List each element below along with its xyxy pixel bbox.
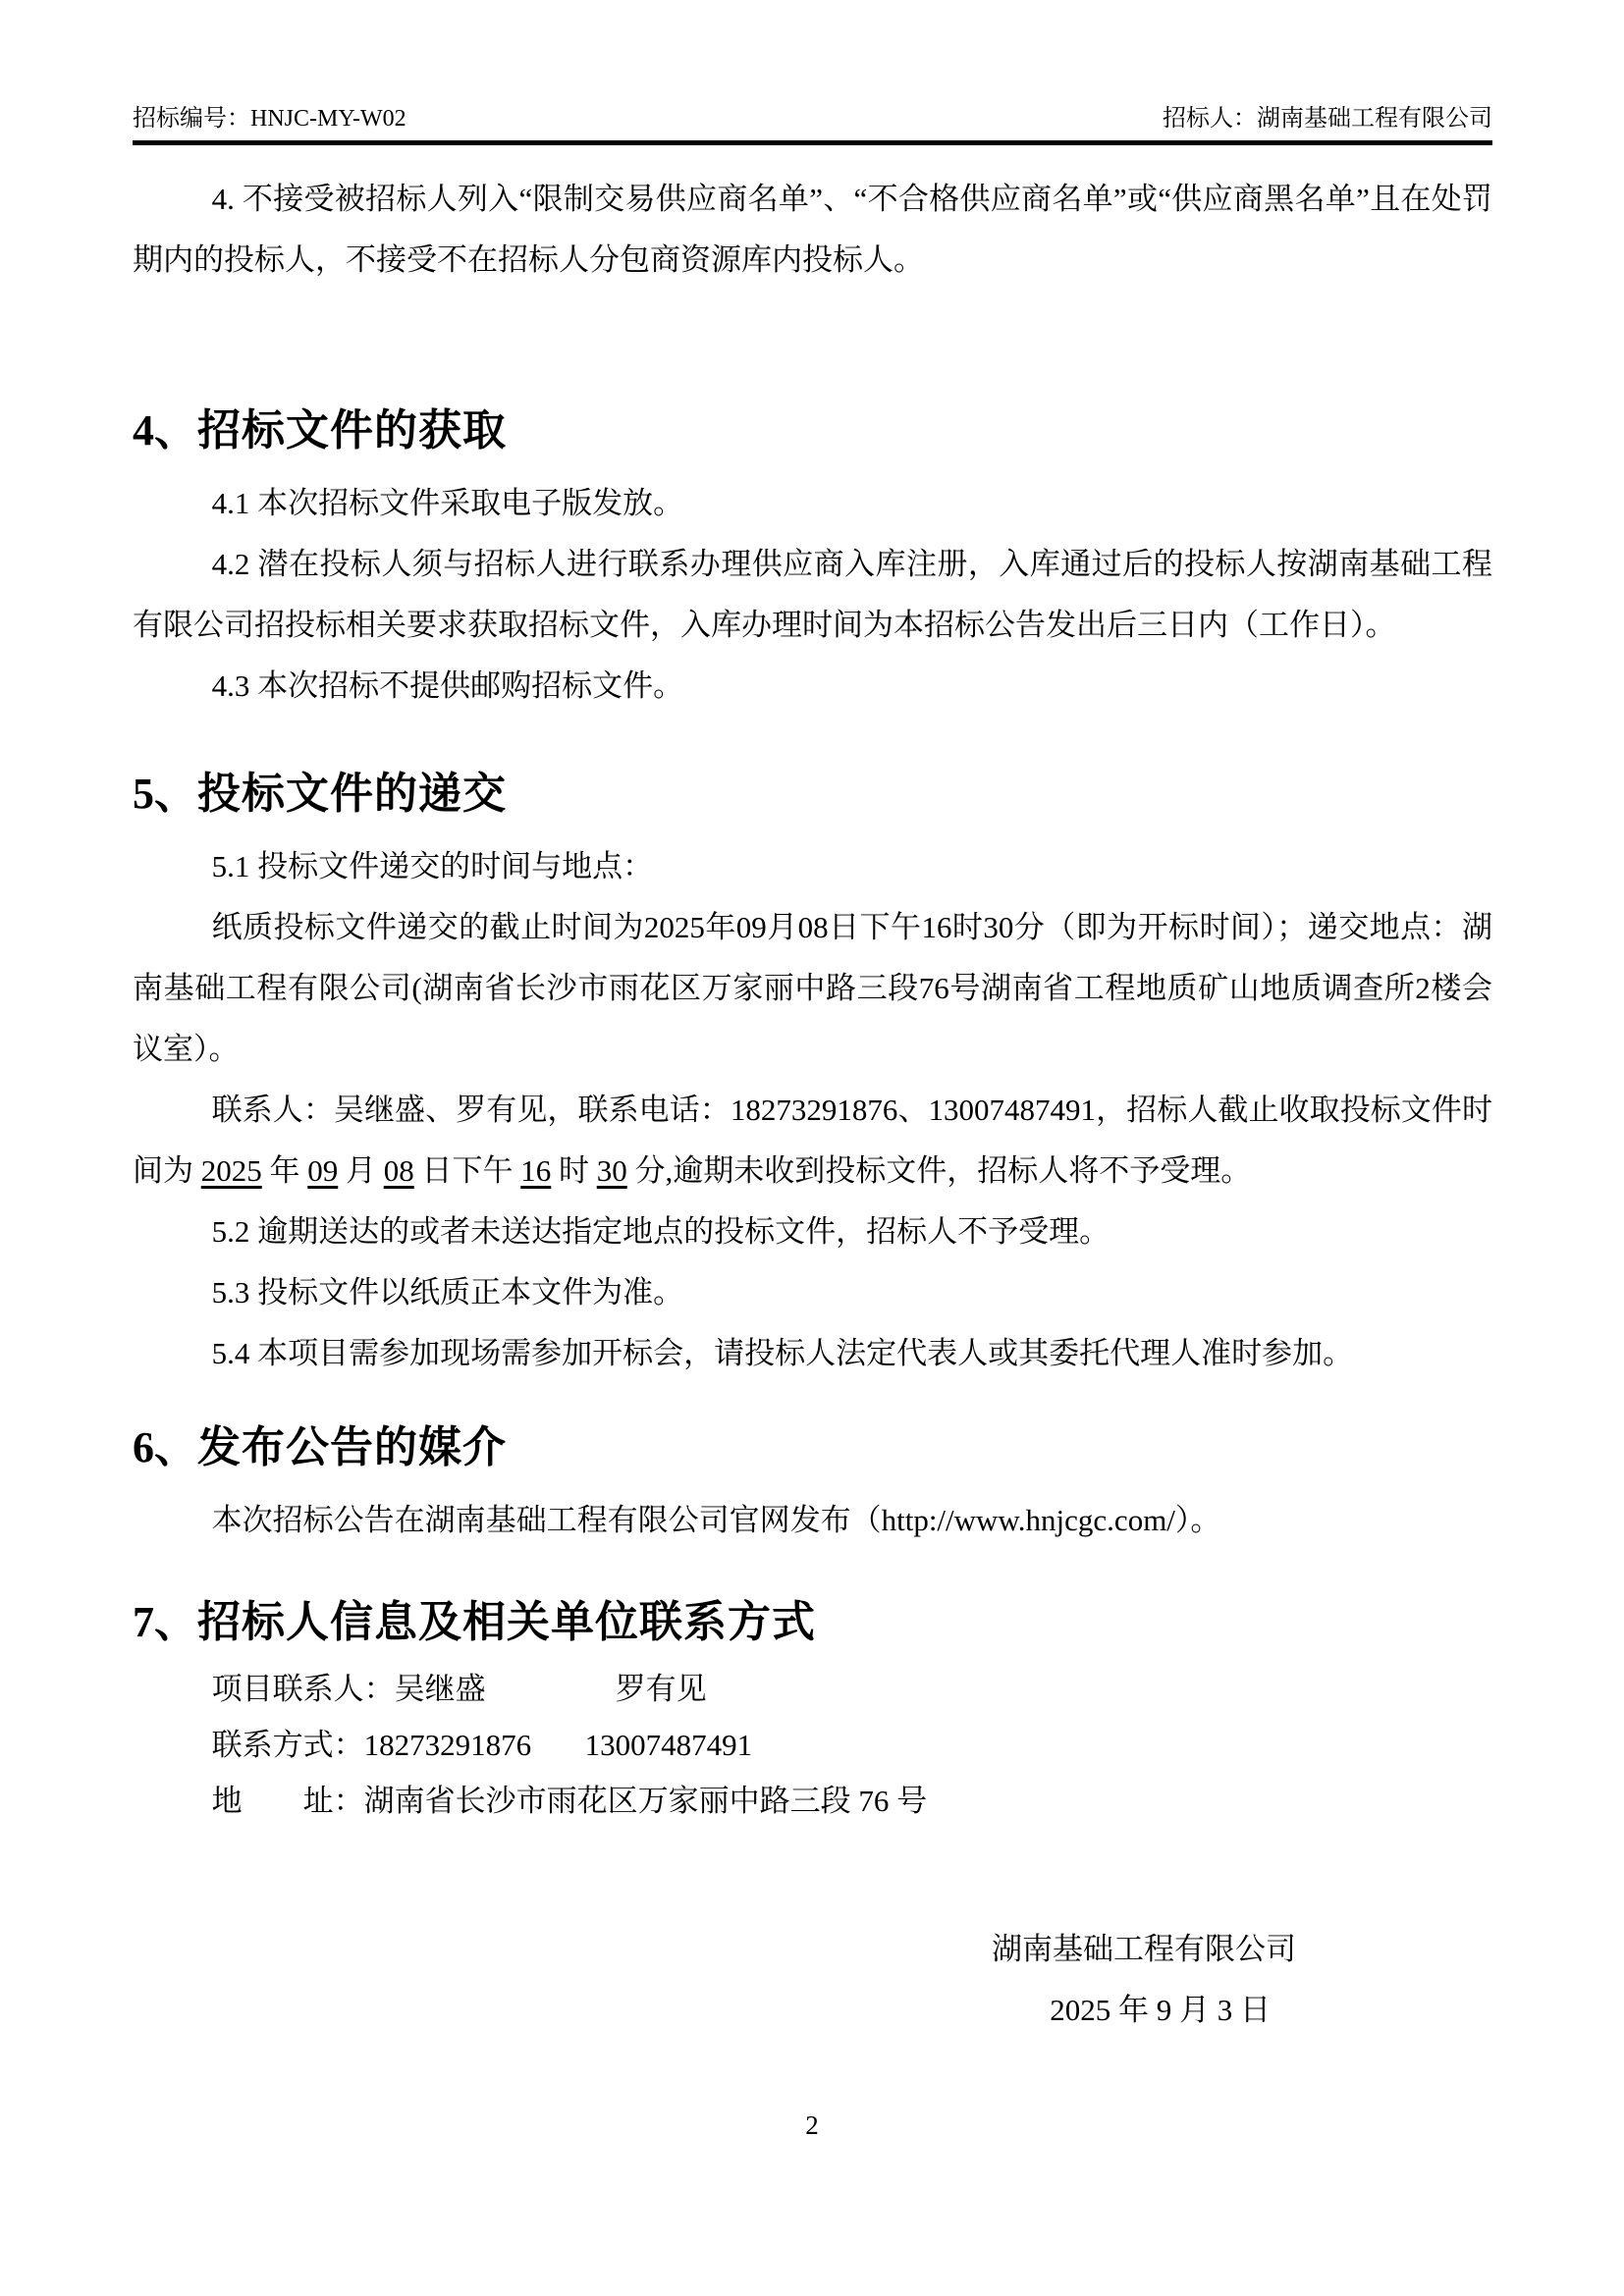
contact-persons-label: 项目联系人：: [211, 1672, 395, 1706]
contact-person-2: 罗有见: [615, 1672, 707, 1706]
page-number: 2: [805, 2110, 819, 2140]
section4-paragraph-3: 4.3 本次招标不提供邮购招标文件。: [211, 668, 684, 703]
text-segment: 联系人：吴继盛、罗有见，联系电话：18273291876、13007487491，招标人截止收取投标文件时间为: [133, 1093, 1492, 1188]
text-segment: 年: [261, 1153, 308, 1188]
signature-company: 湖南基础工程有限公司: [992, 1932, 1296, 1966]
contact-address-value: 湖南省长沙市雨花区万家丽中路三段 76 号: [363, 1784, 928, 1818]
underlined-date-segment: 16: [520, 1153, 552, 1188]
section5-title: 投标文件的递交: [197, 770, 507, 818]
section5-number: 5、: [133, 770, 197, 818]
underlined-date-segment: 30: [596, 1153, 627, 1188]
text-segment: 时: [551, 1153, 597, 1188]
section5-paragraph-1: 5.1 投标文件递交的时间与地点：: [211, 849, 654, 883]
signature-block: [133, 1919, 1492, 2041]
intro-clause-paragraph: 4. 不接受被招标人列入“限制交易供应商名单”、“不合格供应商名单”或“供应商黑名单”且在处罚期内的投标人，不接受不在招标人分包商资源库内投标人。: [133, 182, 1492, 277]
section6-number: 6、: [133, 1423, 197, 1471]
section5-paragraph-6: 5.4 本项目需参加现场需参加开标会，请投标人法定代表人或其委托代理人准时参加。: [211, 1336, 1354, 1370]
section7-number: 7、: [133, 1598, 197, 1646]
text-segment: 分,逾期未收到投标文件，招标人将不予受理。: [626, 1153, 1252, 1188]
underlined-date-segment: 08: [383, 1153, 414, 1188]
section7-heading: [133, 1598, 1492, 1647]
header-tenderer-name: 招标人：湖南基础工程有限公司: [1163, 106, 1492, 132]
contact-address-label: 地 址：: [211, 1784, 364, 1818]
underlined-date-segment: 09: [307, 1153, 339, 1188]
section6-heading: [133, 1423, 1492, 1472]
section5-paragraph-5: 5.3 投标文件以纸质正本文件为准。: [211, 1275, 684, 1309]
section4-paragraph-2: 4.2 潜在投标人须与招标人进行联系办理供应商入库注册，入库通过后的投标人按湖南基础工程有限公司招投标相关要求获取招标文件，入库办理时间为本招标公告发出后三日内（工作日）。: [133, 547, 1492, 642]
section5-paragraph-4: 5.2 逾期送达的或者未送达指定地点的投标文件，招标人不予受理。: [211, 1214, 1110, 1249]
section4-paragraph-1: 4.1 本次招标文件采取电子版发放。: [211, 486, 684, 520]
page-header: [133, 104, 1492, 145]
section7-title: 招标人信息及相关单位联系方式: [197, 1598, 816, 1646]
contact-row-phones: [133, 1717, 1492, 1773]
header-tender-number: 招标编号：HNJC-MY-W02: [133, 106, 406, 132]
section6-title: 发布公告的媒介: [197, 1423, 507, 1471]
contact-phone-2: 13007487491: [584, 1728, 753, 1762]
section4-heading: [133, 406, 1492, 455]
section6-paragraph-1: 本次招标公告在湖南基础工程有限公司官网发布（http://www.hnjcgc.com/）。: [211, 1503, 1221, 1537]
text-segment: 日下午: [413, 1153, 521, 1188]
contact-person-1: 吴继盛: [394, 1672, 486, 1706]
contact-row-persons: [133, 1661, 1492, 1717]
underlined-date-segment: 2025: [200, 1153, 262, 1188]
contact-phones-label: 联系方式：: [211, 1728, 364, 1762]
text-segment: 月: [338, 1153, 384, 1188]
contact-row-address: [133, 1773, 1492, 1829]
section4-number: 4、: [133, 406, 197, 454]
section5-paragraph-3: [133, 1080, 1492, 1201]
signature-date: 2025 年 9 月 3 日: [1050, 1993, 1271, 2027]
section5-heading: [133, 770, 1492, 819]
contact-phone-1: 18273291876: [363, 1728, 532, 1762]
section5-paragraph-2: 纸质投标文件递交的截止时间为2025年09月08日下午16时30分（即为开标时间）；递交地点：湖南基础工程有限公司(湖南省长沙市雨花区万家丽中路三段76号湖南省工程地质矿山地质调查所2楼会议室）。: [133, 910, 1492, 1066]
section4-title: 招标文件的获取: [197, 406, 507, 454]
